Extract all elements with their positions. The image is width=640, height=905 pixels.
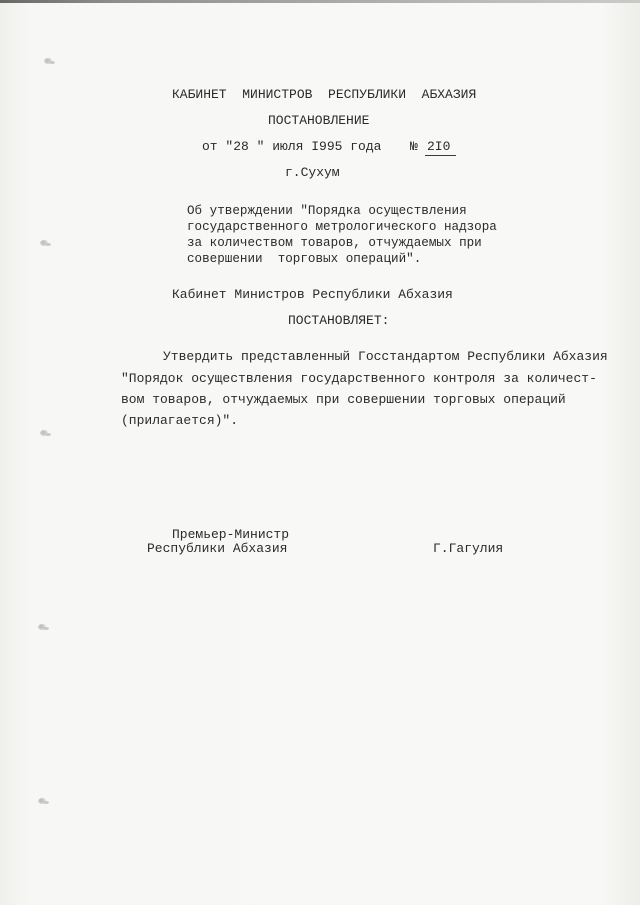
body-line: "Порядок осуществления государственного контроля за количест-: [121, 371, 597, 386]
scan-edge: [0, 0, 640, 3]
document-type-heading: ПОСТАНОВЛЕНИЕ: [268, 113, 370, 128]
preamble: Кабинет Министров Республики Абхазия: [172, 287, 453, 302]
body-line: Утвердить представленный Госстандартом Республики Абхазия: [163, 349, 608, 364]
signatory-name: Г.Гагулия: [433, 541, 504, 556]
punch-hole-mark: [38, 624, 46, 630]
document-place: г.Сухум: [285, 165, 340, 180]
document-number: 2I0: [425, 139, 456, 156]
punch-hole-mark: [40, 240, 48, 246]
subject-line: совершении торговых операций".: [187, 252, 422, 266]
number-sign: №: [410, 139, 418, 154]
subject-line: государственного метрологического надзора: [187, 220, 497, 234]
body-line: (прилагается)".: [121, 413, 239, 428]
subject-line: за количеством товаров, отчуждаемых при: [187, 236, 482, 250]
punch-hole-mark: [40, 430, 48, 436]
document-date: от "28 " июля I995 года: [202, 139, 382, 154]
punch-hole-mark: [44, 58, 52, 64]
signatory-title: Премьер-Министр: [172, 527, 290, 542]
resolves-heading: ПОСТАНОВЛЯЕТ:: [288, 313, 390, 328]
body-line: вом товаров, отчуждаемых при совершении торговых операций: [121, 392, 566, 407]
organization-heading: КАБИНЕТ МИНИСТРОВ РЕСПУБЛИКИ АБХАЗИЯ: [172, 87, 477, 102]
punch-hole-mark: [38, 798, 46, 804]
signatory-title: Республики Абхазия: [147, 541, 288, 556]
subject-line: Об утверждении "Порядка осуществления: [187, 204, 467, 218]
